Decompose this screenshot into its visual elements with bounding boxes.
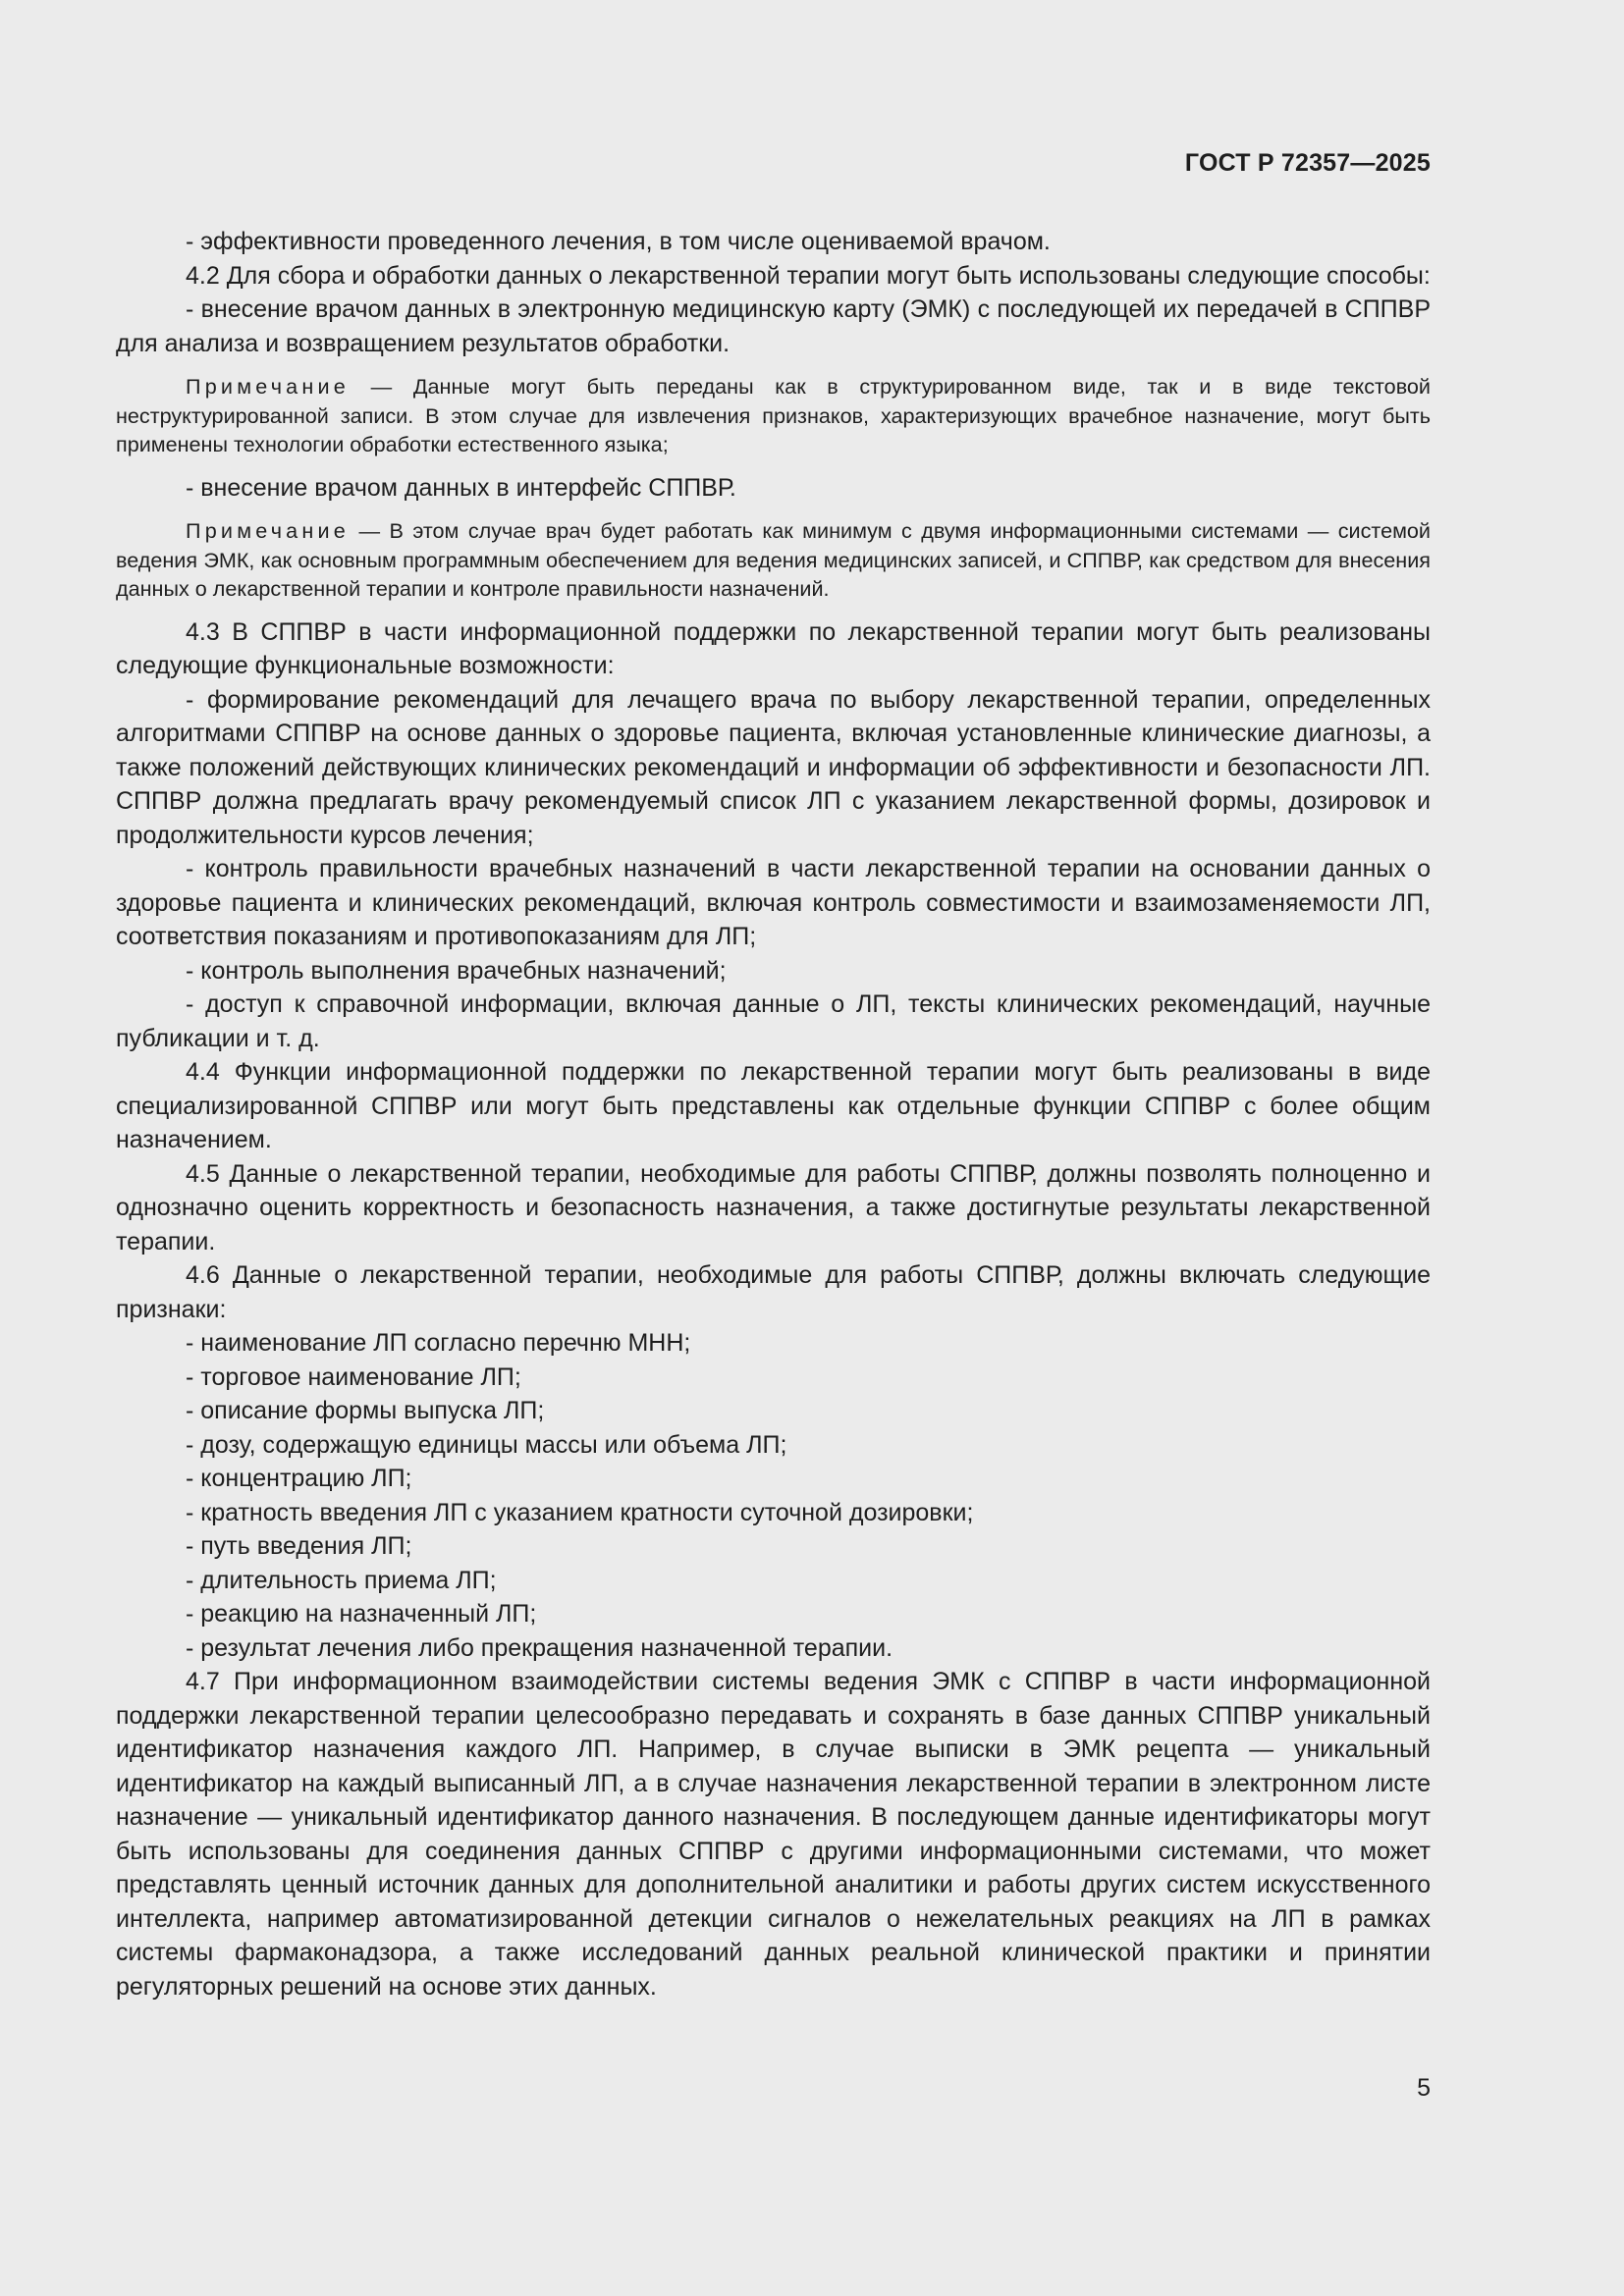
list-item: - дозу, содержащую единицы массы или объема ЛП;: [186, 1430, 787, 1459]
paragraph: - эффективности проведенного лечения, в том числе оцениваемой врачом.: [186, 228, 1051, 255]
list-item: - путь введения ЛП;: [186, 1532, 412, 1560]
page-number: 5: [1417, 2074, 1431, 2102]
paragraph: - внесение врачом данных в интерфейс СППВР.: [186, 473, 736, 502]
paragraph: 4.6 Данные о лекарственной терапии, необходимые для работы СППВР, должны включать следующие признаки:: [116, 1261, 1431, 1323]
document-body: [116, 225, 1431, 2003]
note-text: — Данные могут быть переданы как в структурированном виде, так и в виде текстовой неструктурированной записи. В этом случае для извлечения признаков, характеризующих врачебное назначение, могут быть применены технологии обработки естественного языка;: [116, 374, 1431, 456]
list-item: - кратность введения ЛП с указанием кратности суточной дозировки;: [186, 1498, 974, 1526]
list-item: - описание формы выпуска ЛП;: [186, 1397, 545, 1424]
paragraph: 4.2 Для сбора и обработки данных о лекарственной терапии могут быть использованы следующие способы:: [186, 261, 1431, 290]
paragraph: 4.4 Функции информационной поддержки по лекарственной терапии могут быть реализованы в виде специализированной СППВР или могут быть представлены как отдельные функции СППВР с более общим назначением.: [116, 1058, 1431, 1153]
list-item: - результат лечения либо прекращения назначенной терапии.: [186, 1633, 893, 1662]
note-text: — В этом случае врач будет работать как минимум с двумя информационными системами — системой ведения ЭМК, как основным программным обеспечением для ведения медицинских записей, и СППВР, как средством для внесения данных о лекарственной терапии и контроле правильности назначений.: [116, 518, 1431, 601]
paragraph: - контроль выполнения врачебных назначений;: [186, 956, 727, 985]
note: [116, 372, 1431, 459]
note: [116, 516, 1431, 604]
paragraph: 4.5 Данные о лекарственной терапии, необходимые для работы СППВР, должны позволять полноценно и однозначно оценить корректность и безопасность назначения, а также достигнутые результаты лекарственной терапии.: [116, 1159, 1431, 1255]
note-label: Примечание: [186, 518, 350, 543]
paragraph: - формирование рекомендаций для лечащего врача по выбору лекарственной терапии, определенных алгоритмами СППВР на основе данных о здоровье пациента, включая установленные клинические диагнозы, а также положений действующих клинических рекомендаций и информации об эффективности и безопасности ЛП. СППВР должна предлагать врачу рекомендуемый список ЛП с указанием лекарственной формы, дозировок и продолжительности курсов лечения;: [116, 685, 1431, 849]
list-item: - длительность приема ЛП;: [186, 1566, 497, 1594]
standard-designation: ГОСТ Р 72357—2025: [1184, 149, 1431, 177]
paragraph: - контроль правильности врачебных назначений в части лекарственной терапии на основании данных о здоровье пациента и клинических рекомендаций, включая контроль совместимости и взаимозаменяемости ЛП, соответствия показаниям и противопоказаниям для ЛП;: [116, 855, 1431, 950]
paragraph: - доступ к справочной информации, включая данные о ЛП, тексты клинических рекомендаций, научные публикации и т. д.: [116, 990, 1431, 1052]
paragraph: 4.7 При информационном взаимодействии системы ведения ЭМК с СППВР в части информационной поддержки лекарственной терапии целесообразно передавать и сохранять в базе данных СППВР уникальный идентификатор назначения каждого ЛП. Например, в случае выписки в ЭМК рецепта — уникальный идентификатор на каждый выписанный ЛП, а в случае назначения лекарственной терапии в электронном листе назначение — уникальный идентификатор данного назначения. В последующем данные идентификаторы могут быть использованы для соединения данных СППВР с другими информационными системами, что может представлять ценный источник данных для дополнительной аналитики и работы других систем искусственного интеллекта, например автоматизированной детекции сигналов о нежелательных реакциях на ЛП в рамках системы фармаконадзора, а также исследований данных реальной клинической практики и принятии регуляторных решений на основе этих данных.: [116, 1668, 1431, 2001]
list-item: - реакцию на назначенный ЛП;: [186, 1600, 537, 1628]
note-label: Примечание: [186, 374, 350, 399]
paragraph: 4.3 В СППВР в части информационной поддержки по лекарственной терапии могут быть реализованы следующие функциональные возможности:: [116, 617, 1431, 679]
list-item: - концентрацию ЛП;: [186, 1465, 412, 1492]
list-item: - наименование ЛП согласно перечню МНН;: [186, 1329, 691, 1357]
list-item: - торговое наименование ЛП;: [186, 1362, 521, 1391]
paragraph: - внесение врачом данных в электронную медицинскую карту (ЭМК) с последующей их передачей в СППВР для анализа и возвращением результатов обработки.: [116, 295, 1431, 357]
